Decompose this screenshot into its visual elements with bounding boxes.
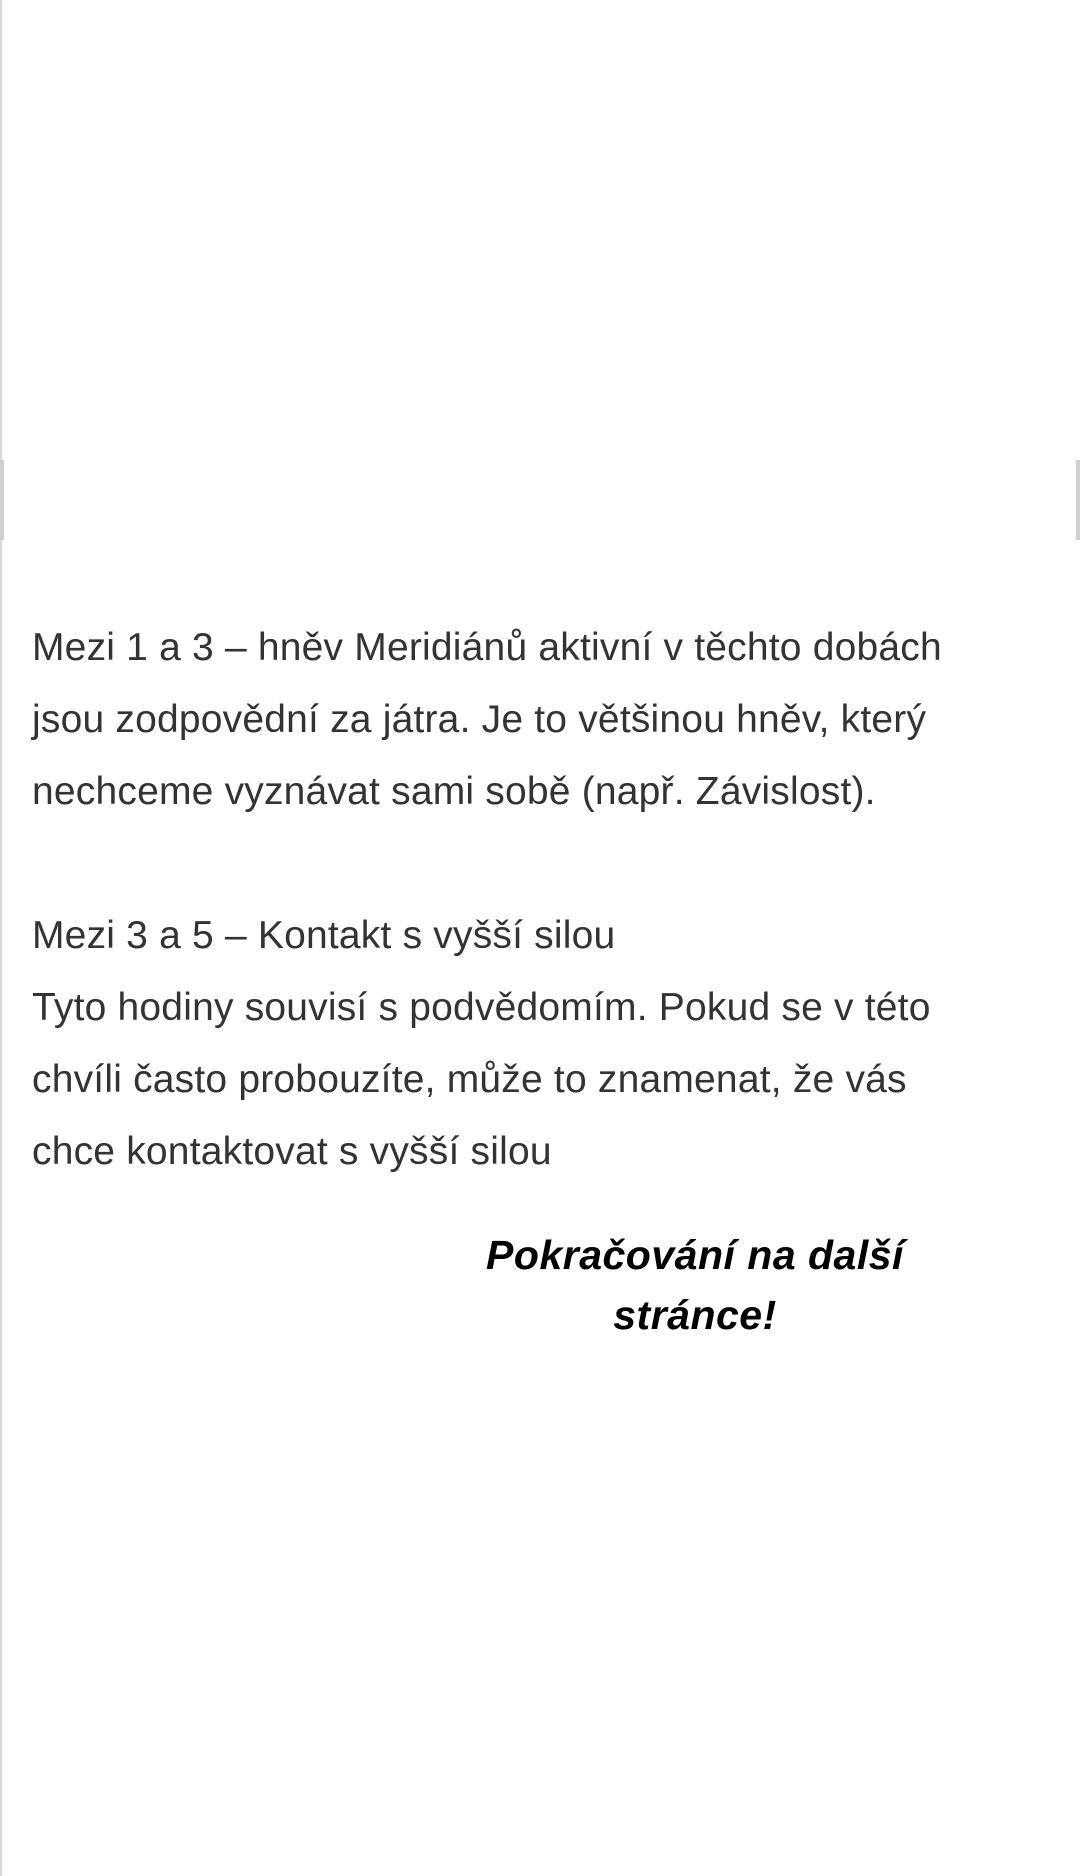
- text-line: Mezi 1 a 3 – hněv Meridiánů aktivní v těchto dobách: [32, 626, 942, 669]
- continue-next-page-note: [380, 1225, 1010, 1345]
- text-line: jsou zodpovědní za játra. Je to většinou hněv, který: [32, 698, 927, 741]
- right-edge-mark: [1076, 460, 1080, 540]
- text-line: nechceme vyznávat sami sobě (např. Závislost).: [32, 770, 876, 813]
- continue-note-line: stránce!: [613, 1292, 777, 1338]
- text-line: Tyto hodiny souvisí s podvědomím. Pokud se v této: [32, 986, 931, 1029]
- paragraph-meridian-anger: [32, 612, 1042, 828]
- text-line: Mezi 3 a 5 – Kontakt s vyšší silou: [32, 914, 616, 957]
- left-edge-mark: [0, 460, 4, 540]
- text-line: chce kontaktovat s vyšší silou: [32, 1130, 552, 1173]
- paragraph-higher-power: [32, 900, 1042, 1188]
- text-line: chvíli často probouzíte, může to znamenat, že vás: [32, 1058, 907, 1101]
- continue-note-line: Pokračování na další: [486, 1232, 904, 1278]
- article-body: [32, 612, 1042, 1188]
- left-edge-border: [0, 0, 2, 1876]
